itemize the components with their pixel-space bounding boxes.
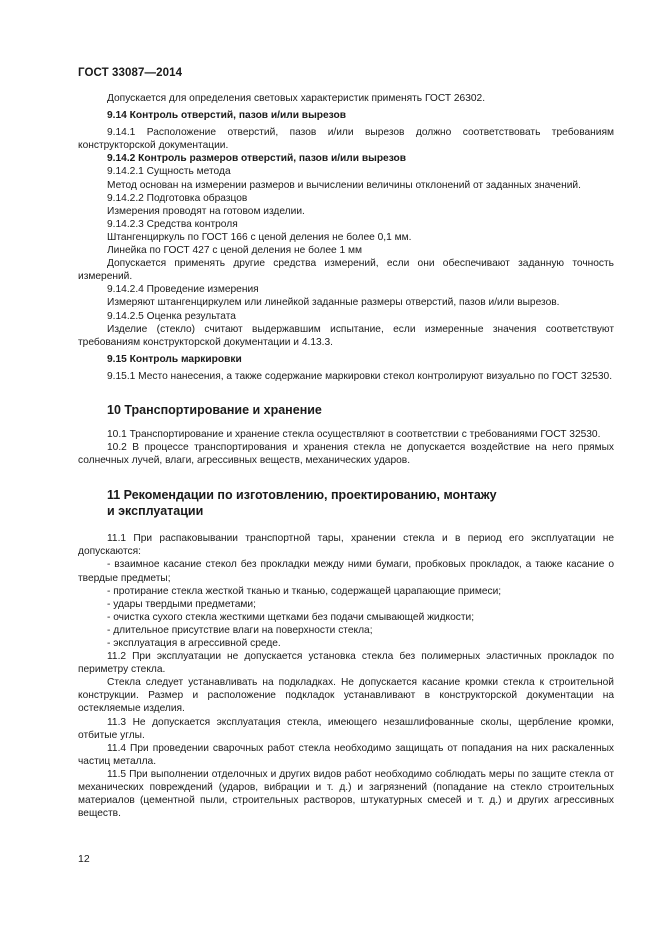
section-heading-11-line2: и эксплуатации xyxy=(107,504,204,519)
paragraph: 11.2 При эксплуатации не допускается установка стекла без полимерных эластичных прокладок по периметру стекла. xyxy=(78,651,614,676)
paragraph: 11.1 При распаковывании транспортной тары, хранении стекла и в период его эксплуатации не допускаются: xyxy=(78,533,614,558)
paragraph: Допускается применять другие средства измерений, если они обеспечивают заданную точность измерений. xyxy=(78,258,614,283)
paragraph: 10.2 В процессе транспортирования и хранения стекла не допускается воздействие на него прямых солнечных лучей, влаги, агрессивных веществ, механических ударов. xyxy=(78,442,614,467)
paragraph: 11.4 При проведении сварочных работ стекла необходимо защищать от попадания на них раскаленных частиц металла. xyxy=(78,742,614,767)
page-body xyxy=(78,92,614,820)
paragraph: 11.5 При выполнении отделочных и других видов работ необходимо соблюдать меры по защите стекла от механических повреждений (ударов, вибрации и т. д.) и загрязнений (попадание на стекло строительных материалов (цементной пыли, строительных растворов, штукатурных смесей и т. д.) и других агрессивных веществ. xyxy=(78,768,614,820)
section-heading-11 xyxy=(78,487,614,519)
paragraph: Измеряют штангенциркулем или линейкой заданные размеры отверстий, пазов и/или вырезов. xyxy=(107,297,560,309)
paragraph: 9.14.2.2 Подготовка образцов xyxy=(107,192,248,204)
section-heading-11-line1: 11 Рекомендации по изготовлению, проектированию, монтажу xyxy=(107,488,497,503)
paragraph: 9.14.2.4 Проведение измерения xyxy=(107,284,259,296)
paragraph: Линейка по ГОСТ 427 с ценой деления не более 1 мм xyxy=(107,245,362,257)
paragraph: Метод основан на измерении размеров и вычислении величины отклонений от заданных значений. xyxy=(107,179,581,191)
paragraph: 9.14.1 Расположение отверстий, пазов и/или вырезов должно соответствовать требованиям конструкторской документации. xyxy=(78,127,614,152)
section-heading-10: 10 Транспортирование и хранение xyxy=(107,402,322,417)
paragraph: Стекла следует устанавливать на подкладках. Не допускается касание кромки стекла к строительной конструкции. Размер и расположение подкладок устанавливают в конструкторской документации на остекляемые изделия. xyxy=(78,677,614,715)
paragraph: 10.1 Транспортирование и хранение стекла осуществляют в соответствии с требованиями ГОСТ 32530. xyxy=(107,428,601,440)
section-heading-9-14-2: 9.14.2 Контроль размеров отверстий, пазов и/или вырезов xyxy=(107,153,407,165)
list-item: - длительное присутствие влаги на поверхности стекла; xyxy=(107,624,373,636)
list-item: - эксплуатация в агрессивной среде. xyxy=(107,638,281,649)
paragraph: 9.14.2.1 Сущность метода xyxy=(107,166,231,178)
paragraph: 9.14.2.5 Оценка результата xyxy=(107,310,236,322)
list-item: - удары твердыми предметами; xyxy=(107,598,256,610)
list-item: - очистка сухого стекла жесткими щетками без подачи смывающей жидкости; xyxy=(107,611,475,623)
paragraph: Изделие (стекло) считают выдержавшим испытание, если измеренные значения соответствуют требованиям конструкторской документации и 4.13.3. xyxy=(78,323,614,348)
section-heading-9-15: 9.15 Контроль маркировки xyxy=(107,353,242,365)
paragraph: Измерения проводят на готовом изделии. xyxy=(107,205,305,217)
section-heading-9-14: 9.14 Контроль отверстий, пазов и/или вырезов xyxy=(107,110,346,122)
paragraph: Штангенциркуль по ГОСТ 166 с ценой деления не более 0,1 мм. xyxy=(107,231,412,243)
paragraph: 9.14.2.3 Средства контроля xyxy=(107,218,238,230)
paragraph: 11.3 Не допускается эксплуатация стекла, имеющего незашлифованные сколы, щербление кромки, отбитые углы. xyxy=(78,716,614,741)
list-item: - протирание стекла жесткой тканью и тканью, содержащей царапающие примеси; xyxy=(107,585,502,597)
page-number: 12 xyxy=(78,853,90,865)
paragraph: Допускается для определения световых характеристик применять ГОСТ 26302. xyxy=(107,93,486,104)
document-header: ГОСТ 33087—2014 xyxy=(78,67,183,79)
list-item: - взаимное касание стекол без прокладки между ними бумаги, пробковых прокладок, а также касание о твердые предметы; xyxy=(78,559,614,584)
paragraph: 9.15.1 Место нанесения, а также содержание маркировки стекол контролируют визуально по ГОСТ 32530. xyxy=(107,370,613,382)
